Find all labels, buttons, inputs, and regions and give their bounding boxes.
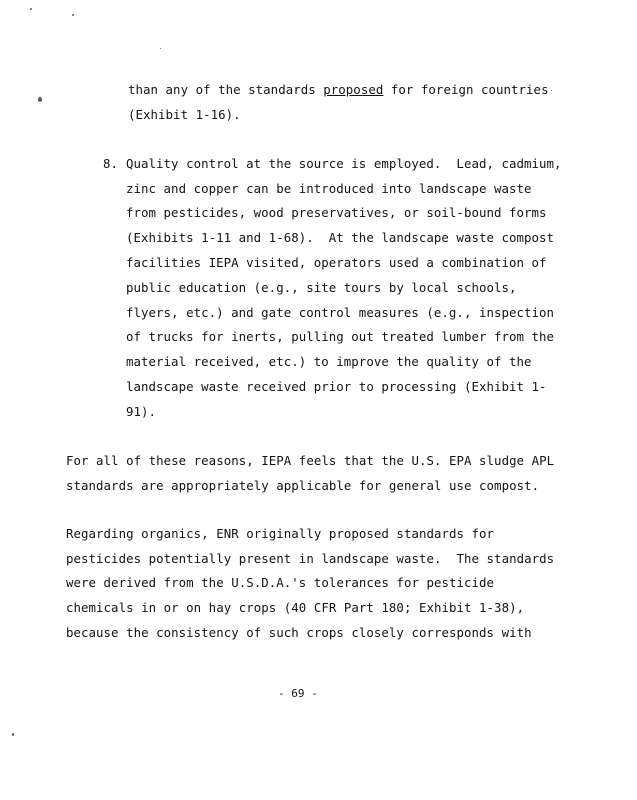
item8-line: (Exhibits 1-11 and 1-68). At the landscape waste compost <box>126 230 555 245</box>
paragraph-2-line: were derived from the U.S.D.A.'s tolerances for pesticide <box>66 575 495 590</box>
item8-line: 91). <box>126 404 157 419</box>
paragraph-1-line: standards are appropriately applicable for general use compost. <box>66 478 540 493</box>
item8-line: from pesticides, wood preservatives, or soil-bound forms <box>126 205 547 220</box>
paragraph-2-line: chemicals in or on hay crops (40 CFR Part 180; Exhibit 1-38), <box>66 600 525 615</box>
item8-line: zinc and copper can be introduced into landscape waste <box>126 181 532 196</box>
item8-line: material received, etc.) to improve the quality of the <box>126 354 532 369</box>
paragraph-2-line: Regarding organics, ENR originally proposed standards for <box>66 526 495 541</box>
scan-speck <box>551 90 552 91</box>
page-number: - 69 - <box>278 687 318 700</box>
continuation-line-2: (Exhibit 1-16). <box>128 107 241 122</box>
item8-line: landscape waste received prior to processing (Exhibit 1- <box>126 379 547 394</box>
scan-speck <box>38 97 42 102</box>
continuation-line-1 <box>128 82 549 98</box>
item8-line: of trucks for inerts, pulling out treated lumber from the <box>126 329 555 344</box>
list-item-number: 8. <box>103 156 118 171</box>
scan-speck <box>72 14 74 16</box>
item8-line: public education (e.g., site tours by local schools, <box>126 280 517 295</box>
paragraph-1-line: For all of these reasons, IEPA feels that the U.S. EPA sludge APL <box>66 453 555 468</box>
scan-speck <box>30 8 32 10</box>
continuation-line-1-before: than any of the standards <box>128 82 324 97</box>
scan-speck <box>12 733 14 736</box>
continuation-line-1-after: for foreign countries <box>383 82 549 97</box>
paragraph-2-line: because the consistency of such crops closely corresponds with <box>66 625 532 640</box>
underlined-word: proposed <box>323 82 384 97</box>
item8-line: facilities IEPA visited, operators used a combination of <box>126 255 547 270</box>
item8-line: Quality control at the source is employed. Lead, cadmium, <box>126 156 562 171</box>
paragraph-2-line: pesticides potentially present in landscape waste. The standards <box>66 551 555 566</box>
scan-speck <box>160 48 161 49</box>
item8-line: flyers, etc.) and gate control measures (e.g., inspection <box>126 305 555 320</box>
